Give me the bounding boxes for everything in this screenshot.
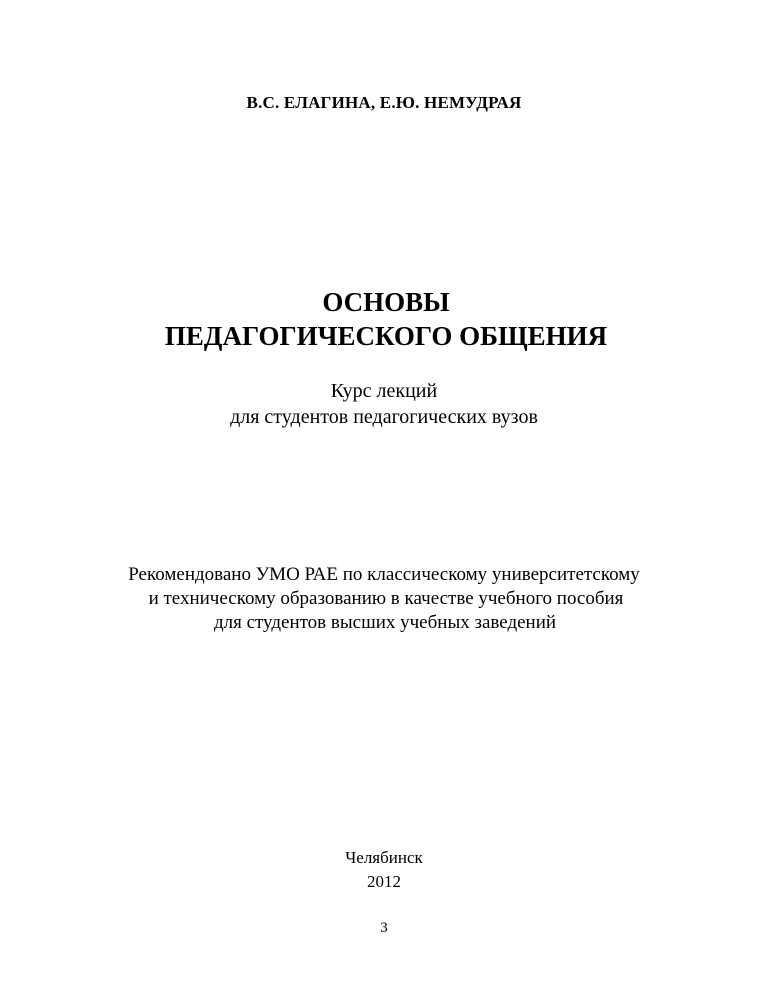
subtitle-line-1: Курс лекций (330, 380, 438, 402)
publication-year: 2012 (367, 872, 401, 891)
book-title-line-1: ОСНОВЫ (322, 287, 450, 317)
recommendation-line-1: Рекомендовано УМО РАЕ по классическому университетскому (128, 564, 640, 585)
recommendation-line-2: и техническому образованию в качестве учебного пособия (148, 588, 624, 609)
book-title-line-2: ПЕДАГОГИЧЕСКОГО ОБЩЕНИЯ (164, 321, 608, 351)
authors-line: В.С. ЕЛАГИНА, Е.Ю. НЕМУДРАЯ (246, 93, 522, 112)
page-number: 3 (380, 920, 388, 936)
recommendation-line-3: для студентов высших учебных заведений (213, 612, 557, 633)
publication-city: Челябинск (345, 848, 423, 867)
subtitle-line-2: для студентов педагогических вузов (230, 406, 538, 428)
